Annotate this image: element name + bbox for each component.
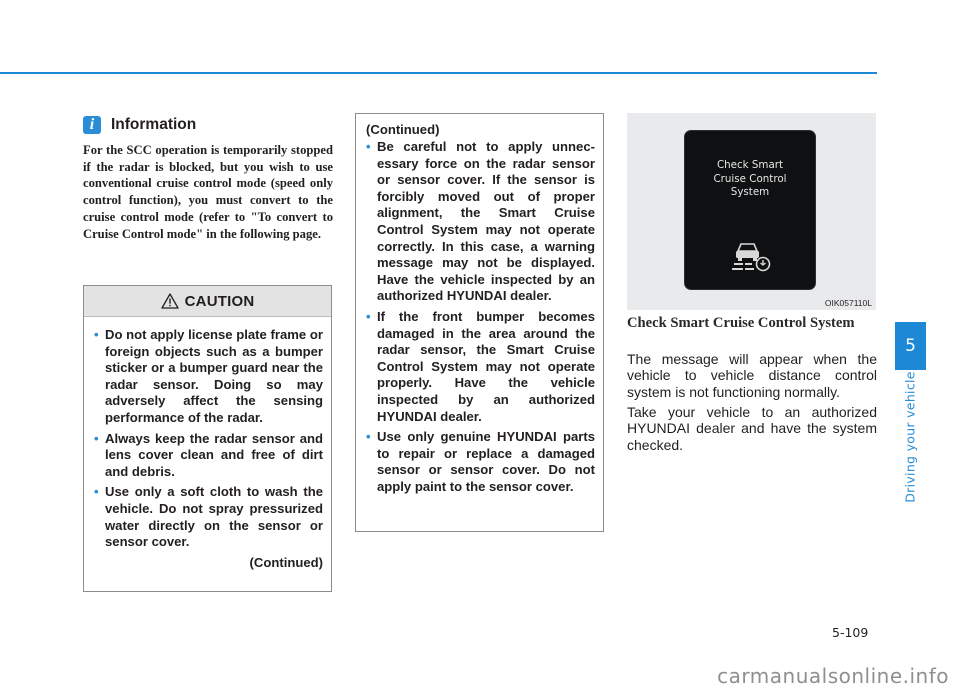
page-number: 5-109: [832, 625, 869, 640]
continued-label: (Continued): [249, 554, 323, 570]
continued-heading: (Continued): [366, 122, 440, 137]
header-rule: [0, 72, 877, 74]
radar-warning-icon: [732, 239, 772, 273]
section-title: Check Smart Cruise Control System: [627, 315, 855, 331]
warning-triangle-icon: [161, 293, 179, 309]
bullet-icon: •: [94, 430, 99, 446]
cluster-message: Check Smart Cruise Control System: [713, 159, 787, 198]
bullet-icon: •: [366, 308, 371, 324]
watermark: carmanualsonline.info: [717, 664, 949, 688]
caution-item: • Use only a soft cloth to wash the vehicle. Do not spray pressurized water directly on the sensor or sensor cover.: [94, 484, 323, 550]
caution-item: • Always keep the radar sensor and lens cover clean and free of dirt and debris.: [94, 430, 323, 479]
section-paragraph-2: Take your vehicle to an authorized HYUNDAI dealer and have the system checked.: [627, 404, 877, 453]
caution-item: • Be careful not to apply unnecessary force on the radar sensor or sensor cover. If the sensor is forcibly moved out of proper alignment, the Smart Cruise Control System may not operate correctly. In this case, a warning message may not be displayed. Have the vehicle inspected by an authorized HYUNDAI dealer.: [366, 139, 595, 304]
chapter-tab: 5: [895, 322, 926, 370]
cluster-display-figure: [627, 113, 876, 310]
bullet-icon: •: [94, 484, 99, 500]
information-heading: [83, 116, 196, 134]
information-title: Information: [111, 116, 197, 133]
information-body: For the SCC operation is temporarily stopped if the radar is blocked, but you wish to use conventional cruise control mode (speed only control function), you must convert to the cruise control mode (refer to "To convert to Cruise Control mode" in the following page.: [83, 143, 333, 241]
caution-title: CAUTION: [184, 292, 255, 310]
bullet-icon: •: [366, 139, 371, 154]
caution-box: [83, 285, 332, 592]
bullet-icon: •: [94, 327, 99, 342]
chapter-label: Driving your vehicle: [902, 371, 918, 503]
caution-header: [84, 286, 331, 317]
caution-item: • If the front bumper becomes damaged in the area around the radar sensor, the Smart Cruise Control System may not operate properly. Have the vehicle inspected by an authorized HYUNDAI dealer.: [366, 308, 595, 424]
continued-box: [355, 113, 604, 532]
cluster-screen: [684, 130, 816, 290]
figure-code: OIK057110L: [824, 298, 872, 308]
info-icon: i: [83, 116, 101, 134]
bullet-icon: •: [366, 429, 371, 445]
caution-list: [84, 317, 331, 570]
section-paragraph-1: The message will appear when the vehicle to vehicle distance control system is not functioning normally.: [627, 351, 877, 400]
caution-item: • Do not apply license plate frame or foreign objects such as a bumper sticker or a bumper guard near the radar sensor. Doing so may adversely affect the sensing performance of the radar.: [94, 327, 323, 425]
caution-item: • Use only genuine HYUNDAI parts to repair or replace a damaged sensor or sensor cover. Do not apply paint to the sensor cover.: [366, 429, 595, 494]
